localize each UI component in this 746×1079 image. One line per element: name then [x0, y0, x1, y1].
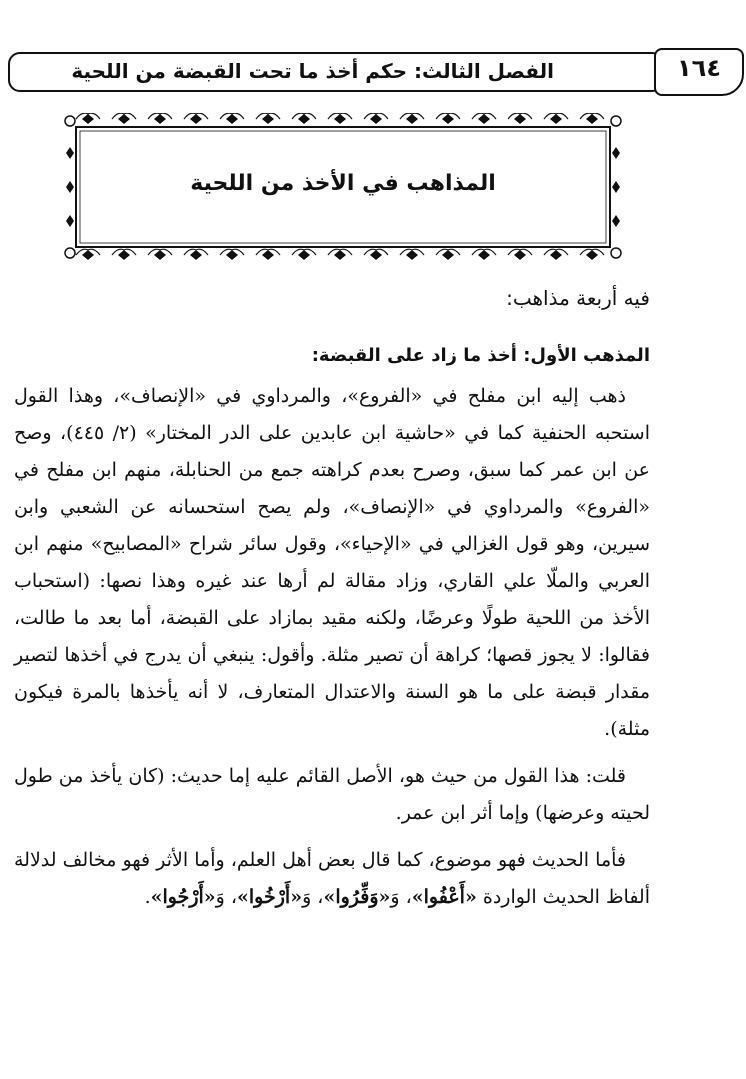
ornamental-title-frame [62, 113, 624, 261]
quoted-word-2: «وَفِّرُوا» [323, 886, 391, 908]
quoted-word-3: «أَرْخُوا» [237, 886, 303, 908]
page-number: ١٦٤ [677, 54, 721, 82]
page-number-box [654, 48, 744, 96]
quoted-word-4: «أَرْجُوا» [150, 886, 216, 908]
paragraph-3 [14, 842, 650, 916]
section-title: المذاهب في الأخذ من اللحية [190, 171, 496, 196]
separator-3: ، وَ [215, 886, 238, 908]
separator-1: ، وَ [390, 886, 412, 908]
running-header [8, 52, 664, 92]
chapter-title: الفصل الثالث: حكم أخذ ما تحت القبضة من اللحية [71, 59, 554, 83]
paragraph-end: . [144, 886, 151, 908]
paragraph-1: ذهب إليه ابن مفلح في «الفروع»، والمرداوي في «الإنصاف»، وهذا القول استحبه الحنفية كما في «حاشية ابن عابدين على الدر المختار» (٢/ ٤٤٥)، وصح عن ابن عمر كما سبق، وصرح بعدم كراهته جمع من الحنابلة، منهم ابن مفلح في «الفروع» والمرداوي في «الإنصاف»، ولم يصح استحسانه عن الشعبي وابن سيرين، وهو قول الغزالي في «الإحياء»، وقول سائر شراح «المصابيح» منهم ابن العربي والملّا علي القاري، وزاد مقالة لم أرها عند غيره وهذا نصها: (استحباب الأخذ من اللحية طولًا وعرضًا، ولكنه مقيد بمازاد على القبضة، أما بعد ما طالت، فقالوا: لا يجوز قصها؛ كراهة أن تصير مثلة. وأقول: ينبغي أن يدرج في أخذها لتصير مقدار قبضة على ما هو السنة والاعتدال المتعارف، لا أنه يأخذها بالمرة فيكون مثلة). [14, 385, 650, 740]
intro-line: فيه أربعة مذاهب: [506, 286, 650, 310]
separator-2: ، وَ [302, 886, 324, 908]
paragraph-3-text: فأما الحديث فهو موضوع، كما قال بعض أهل العلم، وأما الأثر فهو مخالف لدلالة ألفاظ الحديث الواردة [14, 849, 650, 908]
quoted-word-1: «أَعْفُوا» [411, 886, 477, 908]
madhhab-heading: المذهب الأول: أخذ ما زاد على القبضة: [311, 345, 650, 366]
body-text [14, 280, 650, 926]
paragraph-2: قلت: هذا القول من حيث هو، الأصل القائم عليه إما حديث: (كان يأخذ من طول لحيته وعرضها) وإما أثر ابن عمر. [14, 765, 650, 824]
